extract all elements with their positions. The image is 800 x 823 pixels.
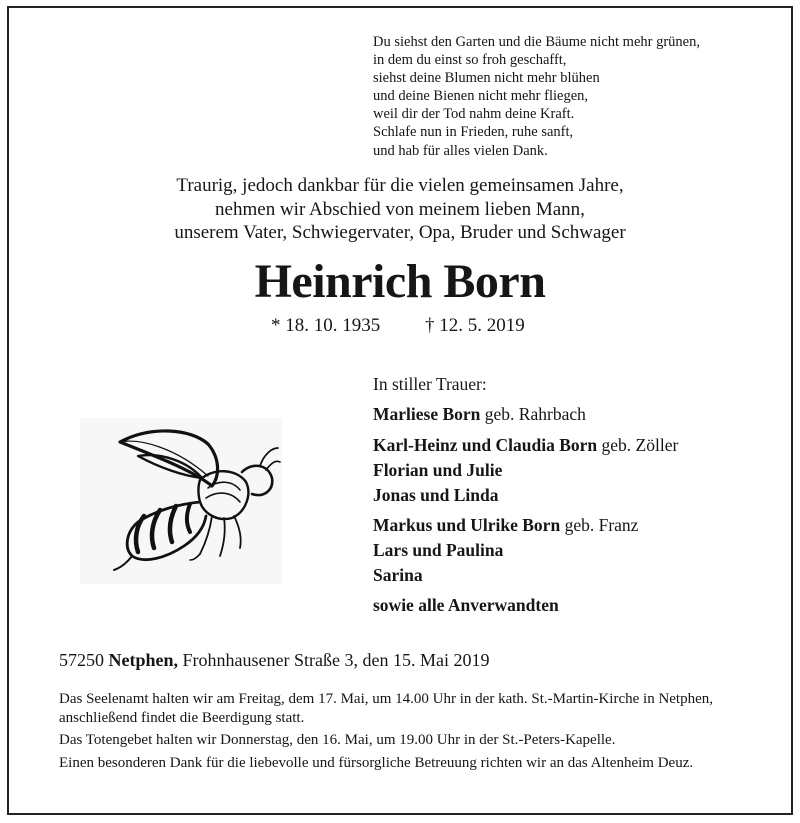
- mourner-entry: [373, 595, 559, 616]
- mourner-entry: [373, 515, 638, 536]
- mourner-nee: geb. Rahrbach: [484, 404, 586, 424]
- poem-line: und hab für alles vielen Dank.: [373, 142, 548, 159]
- mourners-heading: In stiller Trauer:: [373, 374, 487, 394]
- note-paragraph: Einen besonderen Dank für die liebevolle und fürsorgliche Betreuung richten wir an das Altenheim Deuz.: [59, 754, 694, 771]
- mourner-entry: [373, 460, 502, 481]
- mourner-name: Lars und Paulina: [373, 540, 504, 560]
- mourner-name: Jonas und Linda: [373, 485, 499, 505]
- mourner-nee: geb. Zöller: [601, 435, 679, 455]
- mourner-entry: [373, 404, 586, 425]
- intro-line: Traurig, jedoch dankbar für die vielen gemeinsamen Jahre,: [176, 175, 624, 196]
- mourner-name: Karl-Heinz und Claudia Born: [373, 435, 598, 455]
- street-date: Frohnhausener Straße 3, den 15. Mai 2019: [182, 650, 490, 670]
- mourner-entry: [373, 435, 678, 456]
- intro-line: unserem Vater, Schwiegervater, Opa, Bruder und Schwager: [174, 222, 626, 243]
- mourner-nee: geb. Franz: [564, 515, 639, 535]
- poem-line: in dem du einst so froh geschafft,: [373, 52, 567, 69]
- service-notes: [59, 690, 749, 776]
- intro-text: [0, 174, 800, 245]
- mourner-entry: [373, 485, 499, 506]
- note-paragraph: Das Totengebet halten wir Donnerstag, den 16. Mai, um 19.00 Uhr in der St.-Peters-Kapelle.: [59, 732, 616, 748]
- mourner-name: Markus und Ulrike Born: [373, 515, 561, 535]
- mourner-name: Sarina: [373, 565, 423, 585]
- death-date: † 12. 5. 2019: [425, 315, 525, 336]
- intro-line: nehmen wir Abschied von meinem lieben Mann,: [215, 198, 585, 220]
- address-line: [59, 650, 489, 671]
- bee-icon: [80, 418, 282, 584]
- poem-line: Du siehst den Garten und die Bäume nicht mehr grünen,: [373, 34, 700, 50]
- mourners-others: sowie alle Anverwandten: [373, 595, 559, 615]
- poem: [373, 33, 700, 160]
- mourner-name: Marliese Born: [373, 404, 481, 424]
- deceased-name: Heinrich Born: [254, 255, 546, 308]
- poem-line: Schlafe nun in Frieden, ruhe sanft,: [373, 124, 574, 141]
- mourner-entry: [373, 540, 503, 561]
- postal-code: 57250: [59, 650, 104, 670]
- mourner-entry: [373, 565, 423, 586]
- city: Netphen,: [108, 650, 179, 670]
- note-paragraph: Das Seelenamt halten wir am Freitag, dem 17. Mai, um 14.00 Uhr in der kath. St.-Martin-Kirche in Netphen, anschließend findet die Beerdigung statt.: [59, 691, 714, 726]
- poem-line: siehst deine Blumen nicht mehr blühen: [373, 70, 600, 87]
- birth-date: * 18. 10. 1935: [271, 315, 381, 336]
- mourner-name: Florian und Julie: [373, 460, 503, 480]
- poem-line: weil dir der Tod nahm deine Kraft.: [373, 106, 575, 123]
- poem-line: und deine Bienen nicht mehr fliegen,: [373, 88, 589, 105]
